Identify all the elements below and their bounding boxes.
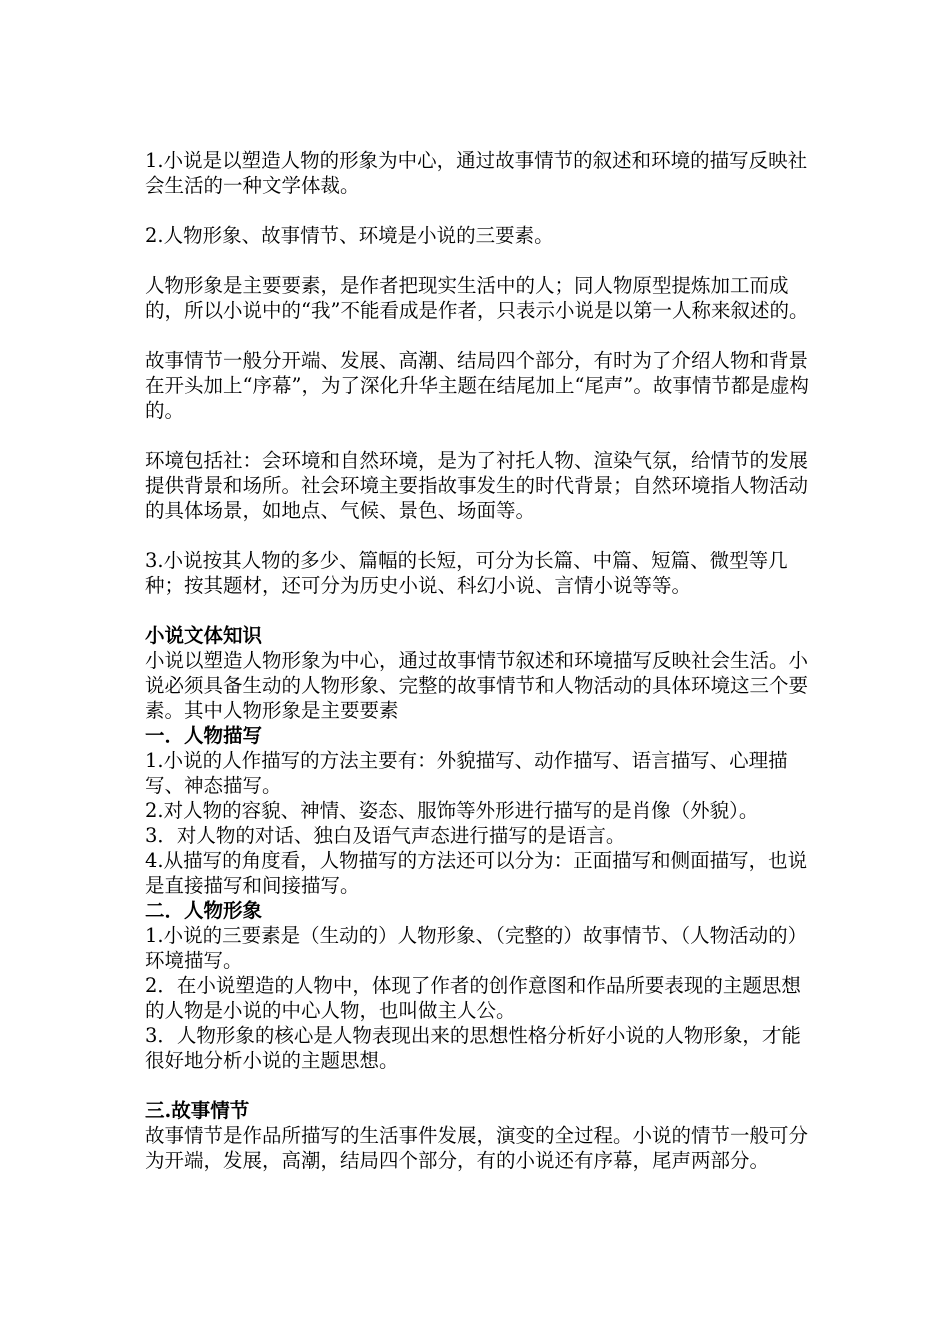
- intro-paragraph-5: 环境包括社：会环境和自然环境，是为了衬托人物、渲染气氛，给情节的发展提供背景和场所。社会环境主要指故事发生的时代背景；自然环境指人物活动的具体场景，如地点、气候、景色、场面等。: [145, 449, 809, 522]
- section-2-title: 二．人物形象: [145, 899, 263, 922]
- section-1-item: 2.对人物的容貌、神情、姿态、服饰等外形进行描写的是肖像（外貌）。: [145, 799, 759, 822]
- intro-paragraph-3: 人物形象是主要要素，是作者把现实生活中的人；同人物原型提炼加工而成的，所以小说中的“我”不能看成是作者，只表示小说是以第一人称来叙述的。: [145, 274, 809, 322]
- section-2-item: 3．人物形象的核心是人物表现出来的思想性格分析好小说的人物形象，才能很好地分析小说的主题思想。: [145, 1024, 801, 1072]
- section-1-item: 4.从描写的角度看，人物描写的方法还可以分为：正面描写和侧面描写，也说是直接描写和间接描写。: [145, 849, 808, 897]
- document-page: [145, 148, 815, 1173]
- section-1-item: 3．对人物的对话、独白及语气声态进行描写的是语言。: [145, 824, 626, 847]
- section-2-item: 2．在小说塑造的人物中，体现了作者的创作意图和作品所要表现的主题思想的人物是小说的中心人物，也叫做主人公。: [145, 974, 801, 1022]
- section-1-item: 1.小说的人作描写的方法主要有：外貌描写、动作描写、语言描写、心理描写、神态描写。: [145, 749, 788, 797]
- section-2-item: 1.小说的三要素是（生动的）人物形象、（完整的）故事情节、（人物活动的）环境描写。: [145, 924, 808, 972]
- section-1-title: 一．人物描写: [145, 724, 263, 747]
- intro-paragraph-4: 故事情节一般分开端、发展、高潮、结局四个部分，有时为了介绍人物和背景在开头加上“序幕”，为了深化升华主题在结尾加上“尾声”。故事情节都是虚构的。: [145, 349, 809, 422]
- knowledge-title: 小说文体知识: [145, 624, 263, 647]
- section-3-title: 三.故事情节: [145, 1099, 250, 1122]
- intro-paragraph-6: 3.小说按其人物的多少、篇幅的长短，可分为长篇、中篇、短篇、微型等几种；按其题材，还可分为历史小说、科幻小说、言情小说等等。: [145, 549, 788, 597]
- intro-paragraph-1: 1.小说是以塑造人物的形象为中心，通过故事情节的叙述和环境的描写反映社会生活的一种文学体裁。: [145, 149, 808, 197]
- section-3-body: 故事情节是作品所描写的生活事件发展，演变的全过程。小说的情节一般可分为开端，发展，高潮，结局四个部分，有的小说还有序幕，尾声两部分。: [145, 1124, 809, 1172]
- intro-paragraph-2: 2.人物形象、故事情节、环境是小说的三要素。: [145, 224, 554, 247]
- knowledge-body: 小说以塑造人物形象为中心，通过故事情节叙述和环境描写反映社会生活。小说必须具备生动的人物形象、完整的故事情节和人物活动的具体环境这三个要素。其中人物形象是主要要素: [145, 649, 809, 722]
